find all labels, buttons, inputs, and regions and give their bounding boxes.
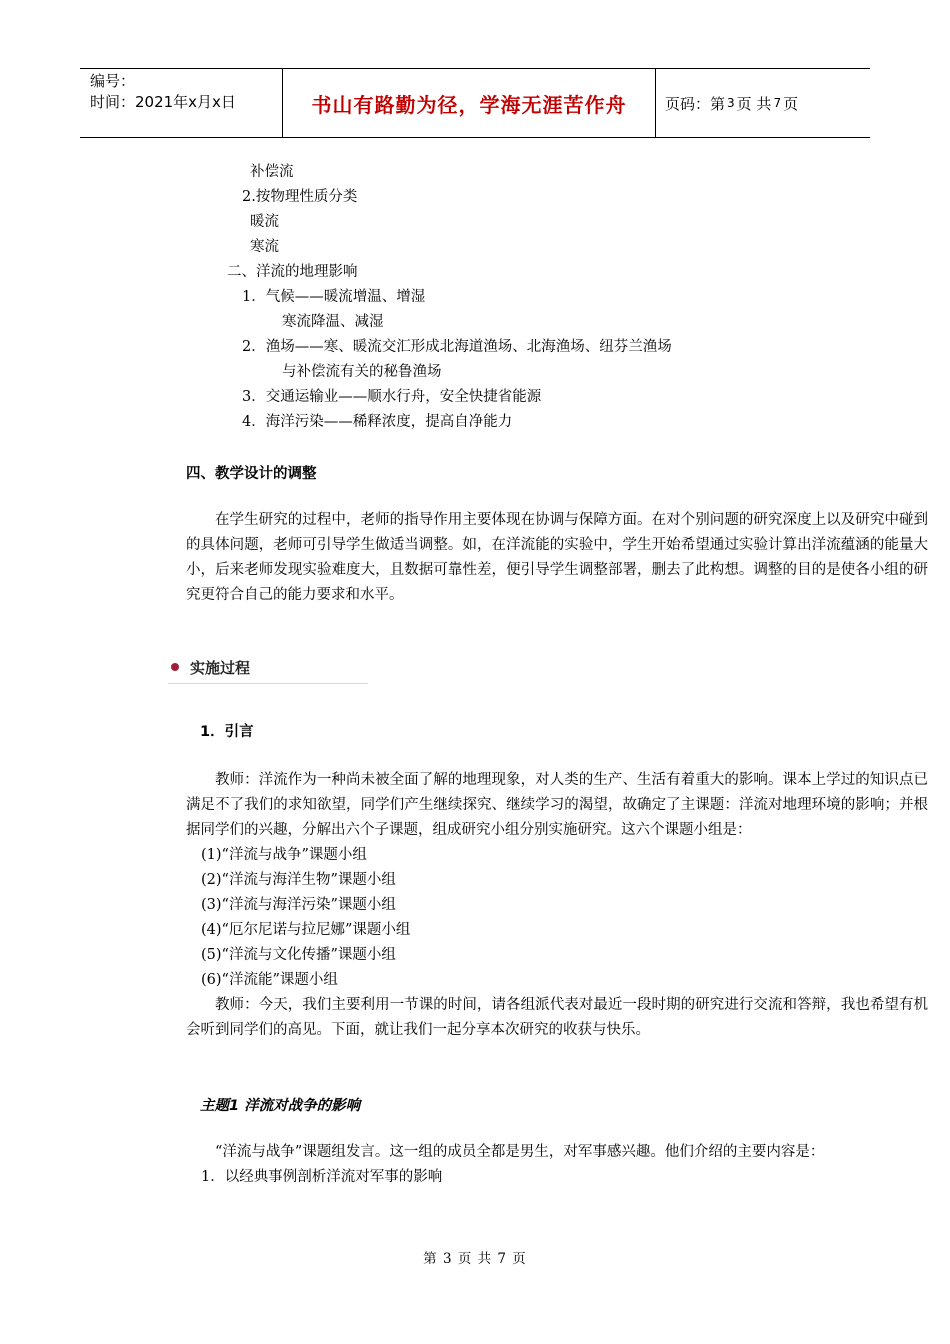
paragraph-text: 在学生研究的过程中，老师的指导作用主要体现在协调与保障方面。在对个别问题的研究深度上以及研究中碰到的具体问题，老师可引导学生做适当调整。如，在洋流能的实验中，学生开始希望通过实验计算出洋流蕴涵的能量大小，后来老师发现实验难度大，且数据可靠性差，便引导学生调整部署，删去了此构想。调整的目的是使各小组的研究更符合自己的能力要求和水平。 xyxy=(186,512,928,603)
outline-line: 2．渔场——寒、暖流交汇形成北海道渔场、北海渔场、纽芬兰渔场 xyxy=(242,339,672,355)
outline-line: 补偿流 xyxy=(250,164,294,180)
intro-heading: 1．引言 xyxy=(200,724,254,740)
outline-line: 暖流 xyxy=(250,214,279,230)
process-title: 实施过程 xyxy=(190,659,251,677)
outline-line: 与补偿流有关的秘鲁渔场 xyxy=(282,364,442,380)
intro-block xyxy=(186,768,928,1043)
number-label: 编号： xyxy=(90,72,136,90)
group-item: (3)“洋流与海洋污染”课题小组 xyxy=(201,897,396,913)
process-section-bar xyxy=(168,655,368,684)
header-page-info xyxy=(665,69,798,137)
page-number: 3 xyxy=(727,96,735,110)
outline-line: 1．气候——暖流增温、增湿 xyxy=(242,289,426,305)
theme-paragraph: “洋流与战争”课题组发言。这一组的成员全都是男生，对军事感兴趣。他们介绍的主要内容是： xyxy=(215,1144,825,1160)
page-mid: 页 共 xyxy=(736,94,772,113)
outline-line: 4．海洋污染——稀释浓度，提高自净能力 xyxy=(242,414,513,430)
page-header xyxy=(80,68,870,138)
group-item: (4)“厄尔尼诺与拉尼娜”课题小组 xyxy=(201,922,411,938)
page-suffix: 页 xyxy=(783,94,799,113)
theme-heading: 主题1 洋流对战争的影响 xyxy=(200,1098,361,1114)
header-motto: 书山有路勤为径，学海无涯苦作舟 xyxy=(311,92,627,117)
group-item: (1)“洋流与战争”课题小组 xyxy=(201,847,367,863)
outline-line: 3．交通运输业——顺水行舟，安全快捷省能源 xyxy=(242,389,542,405)
page-footer: 第 3 页 共 7 页 xyxy=(423,1251,527,1267)
header-meta xyxy=(90,71,236,113)
theme-block xyxy=(186,1140,928,1190)
section-paragraph xyxy=(186,508,928,608)
header-divider xyxy=(655,69,656,137)
theme-item: 1．以经典事例剖析洋流对军事的影响 xyxy=(201,1169,443,1185)
outline-line: 二、洋流的地理影响 xyxy=(227,264,358,280)
time-label: 时间：2021年x月x日 xyxy=(90,93,236,111)
outline-line: 寒流降温、减湿 xyxy=(282,314,384,330)
group-item: (5)“洋流与文化传播”课题小组 xyxy=(201,947,396,963)
section-heading: 四、教学设计的调整 xyxy=(186,466,317,482)
outline-line: 2.按物理性质分类 xyxy=(242,189,358,205)
group-item: (6)“洋流能”课题小组 xyxy=(201,972,338,988)
group-item: (2)“洋流与海洋生物”课题小组 xyxy=(201,872,396,888)
page-prefix: 页码：第 xyxy=(665,94,726,113)
closing-paragraph: 教师：今天，我们主要利用一节课的时间，请各组派代表对最近一段时期的研究进行交流和答辩，我也希望有机会听到同学们的高见。下面，就让我们一起分享本次研究的收获与快乐。 xyxy=(186,997,928,1038)
page-total: 7 xyxy=(773,96,782,110)
outline-line: 寒流 xyxy=(250,239,279,255)
bullet-dot-icon xyxy=(171,663,179,671)
intro-paragraph: 教师：洋流作为一种尚未被全面了解的地理现象，对人类的生产、生活有着重大的影响。课本上学过的知识点已满足不了我们的求知欲望，同学们产生继续探究、继续学习的渴望，故确定了主课题：洋流对地理环境的影响；并根据同学们的兴趣，分解出六个子课题，组成研究小组分别实施研究。这六个课题小组是： xyxy=(186,772,928,838)
